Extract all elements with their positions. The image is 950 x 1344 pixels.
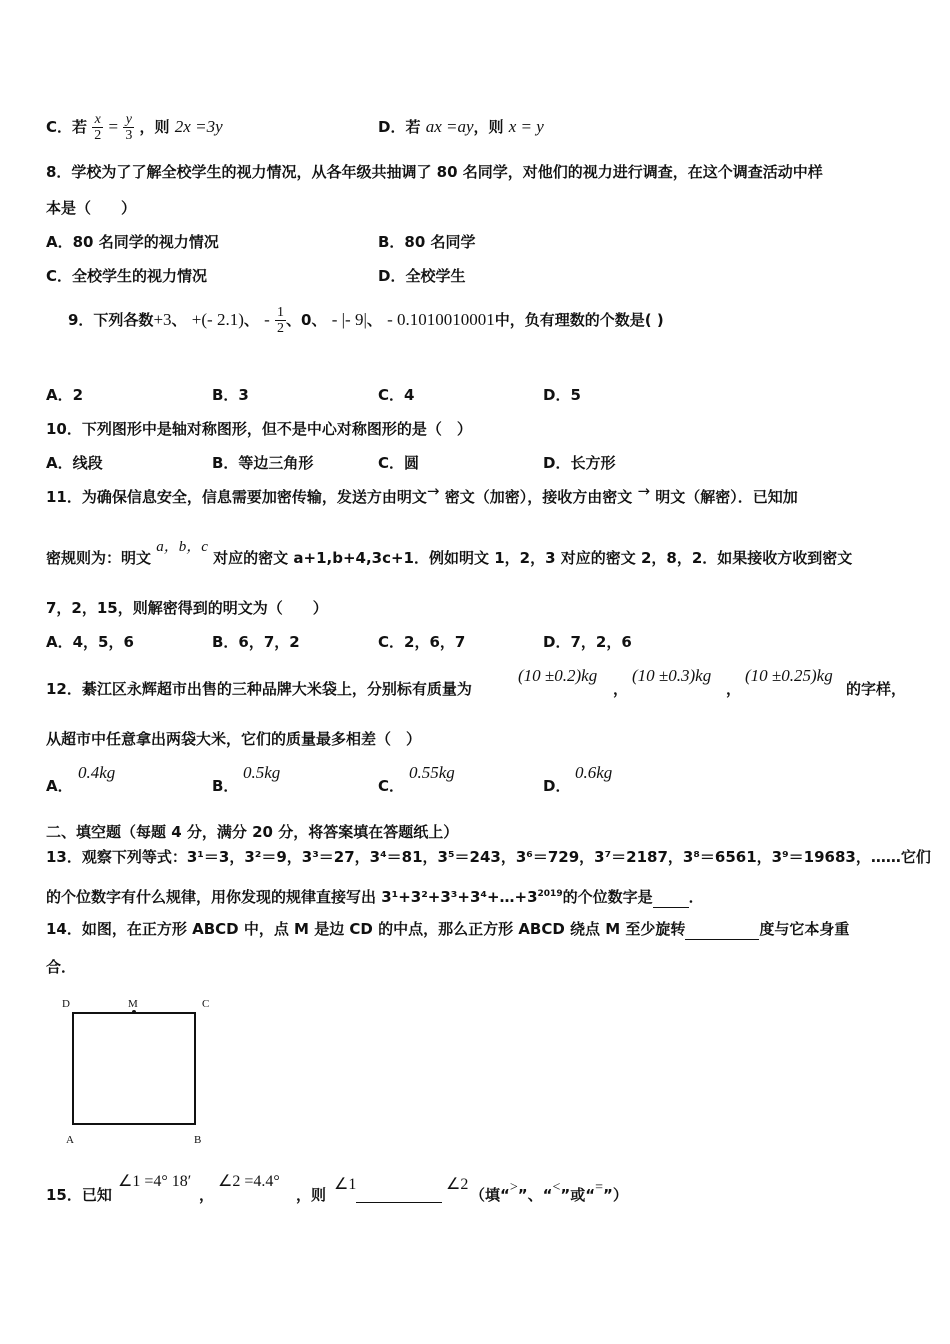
q11-line1: 11．为确保信息安全，信息需要加密传输，发送方由明文→ 密文（加密），接收方由密文 → 明文（解密）．已知加	[46, 482, 798, 506]
q9-num-zero: 0	[301, 311, 312, 329]
label-d: D	[62, 998, 70, 1010]
midpoint-m-dot	[132, 1010, 136, 1014]
arrow-icon: →	[637, 482, 651, 500]
label-b: B	[194, 1134, 202, 1146]
q9-num-decimal: - 0.1010010001	[387, 310, 495, 329]
q15-answer-blank[interactable]	[356, 1190, 442, 1203]
q12-mass-3: (10 ±0.25)kg	[745, 666, 833, 685]
q8-stem-line1: 8．学校为了了解全校学生的视力情况，从各年级共抽调了 80 名同学，对他们的视力进行调查，在这个调查活动中样	[46, 163, 823, 181]
q12-option-c: C．	[378, 777, 405, 795]
q10-option-a: A．线段	[46, 454, 103, 472]
q7-option-d: D．若 ax =ay，则 x = y	[378, 117, 544, 136]
q8-option-c: C．全校学生的视力情况	[46, 267, 208, 285]
q12-option-a: A．	[46, 777, 73, 795]
q14-line2: 合．	[46, 958, 77, 976]
q12-option-b: B．	[212, 777, 239, 795]
q12-line2: 从超市中任意拿出两袋大米，它们的质量最多相差（ ）	[46, 730, 422, 748]
q9-option-c: C．4	[378, 386, 415, 404]
q13-answer-blank[interactable]	[653, 887, 689, 908]
q15-a2: ∠2	[446, 1176, 469, 1193]
q15-angle2: ∠2 =4.4°	[218, 1173, 280, 1190]
q7-c-frac2: $\frac{y}{3}$	[125, 112, 133, 143]
q7-option-c: C．若 $\frac{x}{2}$ = $\frac{y}{3}$ ，则 2x =3y	[46, 112, 223, 143]
q12-value-d: 0.6kg	[575, 763, 613, 782]
section-heading: 二、填空题（每题 4 分，满分 20 分，将答案填在答题纸上）	[46, 823, 459, 841]
q13-exponent: 2019	[537, 889, 563, 899]
q7-c-result: 2x =3y	[174, 117, 223, 136]
q11-option-c: C．2，6，7	[378, 633, 466, 651]
q9-num-paren: +(- 2.1)	[191, 310, 244, 329]
q7-c-frac1: $\frac{x}{2}$	[94, 112, 102, 143]
arrow-icon: →	[426, 482, 440, 500]
q8-stem-line2: 本是（ ）	[46, 199, 137, 217]
q10-stem: 10．下列图形中是轴对称图形，但不是中心对称图形的是（ ）	[46, 420, 472, 438]
q11-option-a: A．4，5，6	[46, 633, 134, 651]
q9-num-abs: - |- 9|	[331, 310, 367, 329]
label-m: M	[128, 998, 138, 1010]
q10-option-d: D．长方形	[543, 454, 616, 472]
q12-mass-2: (10 ±0.3)kg	[632, 666, 712, 685]
label-a: A	[66, 1134, 74, 1146]
q11-line2: 密规则为：明文 a，b，c 对应的密文 a+1,b+4,3c+1．例如明文 1，2，3 对应的密文 2，8，2．如果接收方收到密文	[46, 539, 853, 567]
q8-option-d: D．全校学生	[378, 267, 466, 285]
q8-option-b: B．80 名同学	[378, 233, 476, 251]
q11-line3: 7，2，15，则解密得到的明文为（ ）	[46, 599, 328, 617]
q9-fraction: $\frac{1}{2}$	[277, 305, 285, 336]
q15-a1: ∠1	[334, 1176, 357, 1193]
q12-value-a: 0.4kg	[78, 763, 116, 782]
q15-suffix: （填“>”、“<”或“=”）	[470, 1180, 628, 1204]
q12-value-b: 0.5kg	[243, 763, 281, 782]
q12-option-d: D．	[543, 777, 571, 795]
q14-line1: 14．如图，在正方形 ABCD 中，点 M 是边 CD 的中点，那么正方形 ABCD 绕点 M 至少旋转 度与它本身重	[46, 920, 850, 938]
q15-prefix: 15．已知	[46, 1186, 112, 1204]
q13-line1: 13．观察下列等式：3¹＝3，3²＝9，3³＝27，3⁴＝81，3⁵＝243，3⁶＝729，3⁷＝2187，3⁸＝6561，3⁹＝19683，……它们	[46, 848, 931, 866]
q10-option-c: C．圆	[378, 454, 420, 472]
q9-option-a: A．2	[46, 386, 84, 404]
q9-option-d: D．5	[543, 386, 581, 404]
q11-option-b: B．6，7，2	[212, 633, 300, 651]
label-c: C	[202, 998, 210, 1010]
q12-value-c: 0.55kg	[409, 763, 455, 782]
q8-option-a: A．80 名同学的视力情况	[46, 233, 219, 251]
q12-mass-1: (10 ±0.2)kg	[518, 666, 598, 685]
q11-option-d: D．7，2，6	[543, 633, 632, 651]
q7-d-cond: ax =ay	[425, 117, 474, 136]
q15-angle1: ∠1 =4° 18′	[118, 1173, 192, 1190]
square-figure	[72, 1012, 196, 1125]
q10-option-b: B．等边三角形	[212, 454, 314, 472]
q9-option-b: B．3	[212, 386, 249, 404]
q9-num-plus3: +3	[153, 310, 172, 329]
q7-d-result: x = y	[508, 117, 544, 136]
q7-c-label: C．若	[46, 118, 88, 136]
q13-line2: 的个位数字有什么规律，用你发现的规律直接写出 $3^1+3^2+3^3+3^4+\dots+3^{2019}$的个位数字是 ．	[46, 888, 704, 906]
q11-vars: a，b，c	[156, 539, 208, 555]
q14-answer-blank[interactable]	[685, 919, 759, 940]
q12-line1: 12．綦江区永辉超市出售的三种品牌大米袋上，分别标有质量为	[46, 680, 472, 698]
q9-stem: 9．下列各数+3、 +(- 2.1)、 - $\frac{1}{2}$ 、0、 - |- 9|、 - 0.1010010001中，负有理数的个数是( )	[68, 305, 664, 336]
